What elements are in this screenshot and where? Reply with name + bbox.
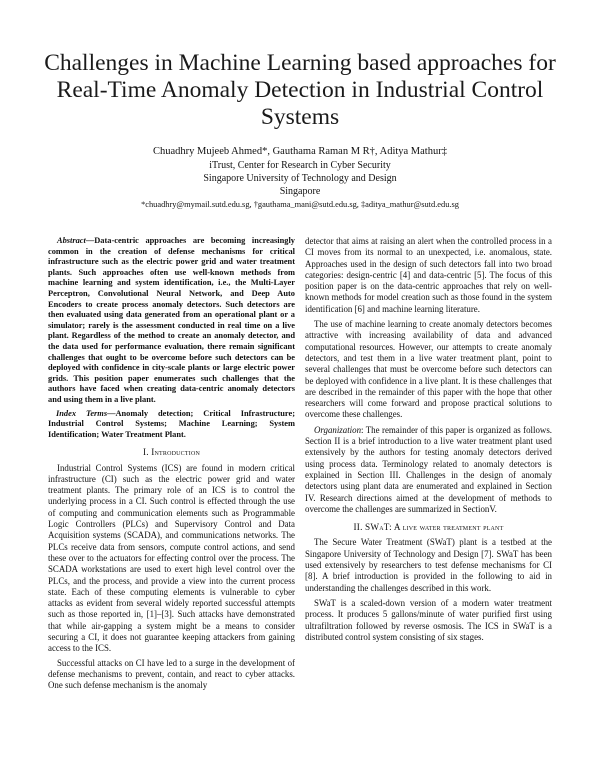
abstract: [48, 236, 295, 406]
right-column: [305, 236, 552, 647]
right-paragraph-1: detector that aims at raising an alert when the controlled process in a CI moves from its normal to an unexpected, i.e. anomalous, state. Approaches used in the design of such detectors fall into two broad categories: design-centric [4] and data-centric [5]. The focus of this position paper is on the data-centric approaches that rely on well-known methods for model creation such as those found in the system identification [6] and machine learning literature.: [305, 236, 552, 314]
section-2-heading: II. SWaT: A live water treatment plant: [353, 522, 504, 533]
section-1-heading: I. Introduction: [142, 447, 201, 458]
organization-paragraph: [305, 425, 552, 515]
author-names: Chuadhry Mujeeb Ahmed*, Gauthama Raman M R†, Aditya Mathur‡: [153, 146, 447, 157]
paper-title: Challenges in Machine Learning based approaches for Real-Time Anomaly Detection in Industrial Control Systems: [44, 50, 556, 130]
intro-paragraph-2: Successful attacks on CI have led to a surge in the development of defense mechanisms to prevent, contain, and react to cyber attacks. One such defense mechanism is the anomaly: [48, 657, 295, 691]
abstract-text: —Data-centric approaches are becoming increasingly common in the creation of defense mechanisms for critical infrastructure such as the electric power grid and water treatment plants. Such approaches often use well-known methods from machine learning and system identification, i.e., the Multi-Layer Perceptron, Convolutional Neural Network, and Deep Auto Encoders to create process anomaly detectors. Such detectors are then evaluated using data generated from an operational plant or a simulator; rarely is the assessment conducted in real time on a live plant. Regardless of the method to create an anomaly detector, and the data used for performance evaluation, there remain significant challenges that ought to be overcome before such detectors can be deployed with confidence in city-scale plants or large electric power grids. This position paper enumerates such challenges that the authors have faced when creating data-centric anomaly detectors and using them in a live plant.: [48, 236, 295, 404]
organization-text: : The remainder of this paper is organized as follows. Section II is a brief introduction to a live water treatment plant used extensively by the authors for testing anomaly detectors derived using process data. Terminology related to anomaly detectors is explained in Section III. Challenges in the design of anomaly detectors using plant data are enumerated and explained in Section IV. Research directions aimed at the development of methods to overcome the challenges are summarized in SectionV.: [305, 424, 552, 514]
swat-paragraph-2: SWaT is a scaled-down version of a modern water treatment process. It produces 5 gallons/minute of water purified first using ultrafiltration followed by reverse osmosis. The ICS in SWaT is a distributed control system consisting of six stages.: [305, 597, 552, 642]
intro-paragraph-1: Industrial Control Systems (ICS) are found in modern critical infrastructure (CI) such as the electric power grid and water treatment plants. The primary role of an ICS is to control the underlying process in a CI. Such control is effected through the use of computing and communication elements such as Programmable Logic Controllers (PLCs) and Supervisory Control and Data Acquisition systems (SCADA), and communications networks. The PLCs receive data from sensors, compute control actions, and send these over to the actuators for effecting control over the process. The SCADA workstations are used to exert high level control over the PLCs, and the process, and provide a view into the current process state. Each of these computing elements is vulnerable to cyber attacks as evident from several widely reported successful attempts such as those reported in, [1]–[3]. Such attacks have demonstrated that while air-gapping a system might be a means to consider securing a CI, it does not guarantee keeping attackers from gaining access to the ICS.: [48, 462, 295, 654]
left-column: [48, 236, 295, 692]
affiliation-line-3: Singapore: [279, 186, 321, 197]
affiliation-line-1: iTrust, Center for Research in Cyber Security: [209, 160, 391, 171]
index-terms-text: —Anomaly detection; Critical Infrastructure; Industrial Control Systems; Machine Learning; System Identification; Water Treatment Plant.: [48, 408, 295, 439]
organization-lead: Organization: [314, 424, 362, 435]
abstract-lead: Abstract: [57, 236, 86, 245]
author-block: [60, 145, 540, 211]
author-emails: *chuadhry@mymail.sutd.edu.sg, †gauthama_mani@sutd.edu.sg, ‡aditya_mathur@sutd.edu.sg: [141, 200, 459, 209]
index-terms: [48, 409, 295, 441]
affiliation-line-2: Singapore University of Technology and Design: [203, 173, 397, 184]
index-terms-lead: Index Terms: [56, 408, 108, 418]
swat-paragraph-1: The Secure Water Treatment (SWaT) plant is a testbed at the Singapore University of Technology and Design [7]. SWaT has been used extensively by researchers to test defense mechanisms for CI [8]. A brief introduction is provided in the following to aid in understanding the challenges described in this work.: [305, 537, 552, 593]
right-paragraph-2: The use of machine learning to create anomaly detectors becomes attractive with increasing availability of data and advanced computational resources. However, our attempts to create anomaly detectors, and test them in a live water treatment plant, point to several challenges that must be overcome before such detectors can be deployed with confidence in a live plant. It is these challenges that are described in the remainder of this paper with the hope that other researchers will come forward and propose practical solutions to overcome these challenges.: [305, 319, 552, 420]
